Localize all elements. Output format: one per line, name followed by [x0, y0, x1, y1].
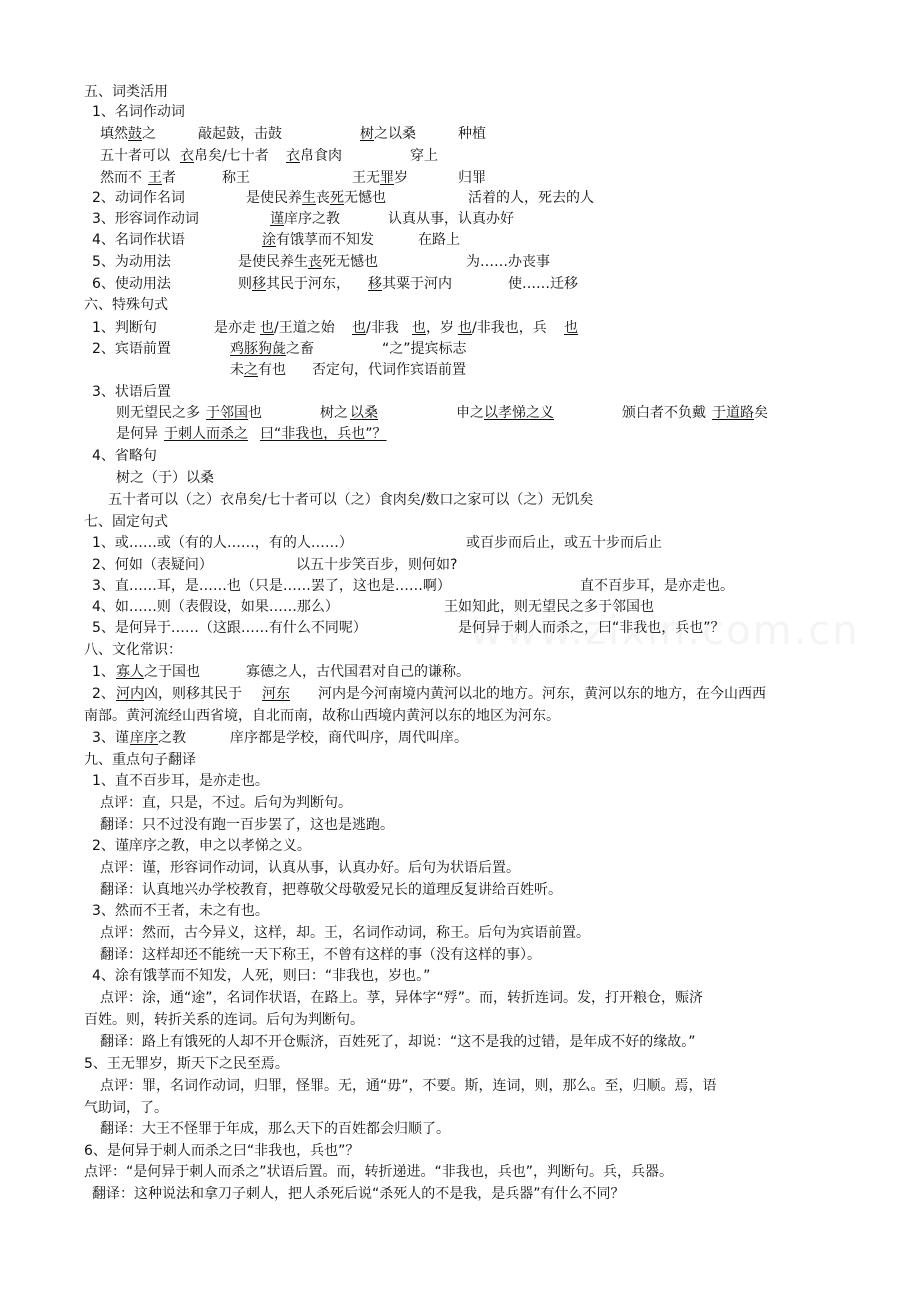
text-segment: 庠序都是学校，商代叫序，周代叫庠。 [230, 730, 468, 746]
underlined-text: 鼓 [128, 126, 142, 142]
text-segment: 百姓。则，转折关系的连词。后句为判断句。 [84, 1012, 364, 1028]
text-segment: 认真从事，认真办好 [388, 211, 514, 227]
text-segment: 之教 [158, 730, 186, 746]
underlined-text: 河东 [262, 686, 290, 702]
text-line [0, 1075, 920, 1097]
text-segment: 帛矣/七十者 [194, 148, 269, 164]
text-segment: 1、判断句 [92, 320, 157, 336]
text-segment: 3、形容词作动词 [92, 211, 199, 227]
text-segment: 颁白者不负戴 [622, 405, 706, 421]
text-line [0, 445, 920, 467]
text-line [0, 661, 920, 683]
text-segment: 点评：谨，形容词作动词，认真从事，认真办好。后句为状语后置。 [100, 860, 520, 876]
text-segment: 有饿莩而不知发 [276, 232, 374, 248]
text-segment: 点评：直，只是，不过。后句为判断句。 [100, 795, 352, 811]
text-segment: 3、直……耳，是……也（只是……罢了，这也是……啊） [92, 578, 451, 594]
text-segment: 寡德之人，古代国君对自己的谦称。 [246, 664, 470, 680]
text-segment: 点评：“是何异于刺人而杀之”状语后置。而，转折递进。“非我也，兵也”，判断句。兵，兵器。 [84, 1164, 674, 1180]
underlined-text: 也 [352, 320, 366, 336]
text-segment: 树之（于）以桑 [116, 470, 214, 486]
text-segment: /非我也，兵 [472, 320, 547, 336]
text-line [0, 381, 920, 403]
text-segment: 帛食肉 [300, 148, 342, 164]
underlined-text: 谨 [270, 211, 284, 227]
underlined-text: 也 [458, 320, 472, 336]
text-segment: 河内是今河南境内黄河以北的地方。河东，黄河以东的地方，在今山西西 [318, 686, 766, 702]
underlined-text: 之 [244, 362, 258, 378]
underlined-text: 移 [368, 276, 382, 292]
text-segment: 树之 [320, 405, 348, 421]
text-segment: 之于国也 [144, 664, 200, 680]
underlined-text: 树 [360, 126, 374, 142]
underlined-text: 以桑 [350, 405, 378, 421]
text-line [0, 145, 920, 167]
text-segment: 八、文化常识： [84, 642, 182, 658]
text-segment: 之以桑 [374, 126, 416, 142]
text-segment: 2、动词作名词 [92, 190, 185, 206]
text-segment: 6、是何异于刺人而杀之曰“非我也，兵也”？ [84, 1143, 360, 1159]
text-line [0, 123, 920, 145]
text-line [0, 187, 920, 209]
underlined-text: 于邻国 [206, 405, 248, 421]
text-segment: 死无憾也 [322, 254, 378, 270]
text-segment: 七、固定句式 [84, 514, 168, 530]
text-line [0, 359, 920, 381]
text-line [0, 273, 920, 295]
text-segment: 则无望民之多 [116, 405, 200, 421]
text-segment: 之 [142, 126, 156, 142]
text-segment: 王无 [352, 170, 380, 186]
text-line [0, 554, 920, 576]
text-segment: 1、名词作动词 [92, 104, 185, 120]
text-line [0, 1161, 920, 1183]
text-line [0, 900, 920, 922]
text-line [0, 167, 920, 189]
text-segment: 翻译：认真地兴办学校教育，把尊敬父母敬爱兄长的道理反复讲给百姓听。 [100, 882, 562, 898]
text-segment: 2、宾语前置 [92, 341, 171, 357]
text-segment: 使……迁移 [508, 276, 578, 292]
text-segment: 2、谨庠序之教，申之以孝悌之义。 [92, 838, 311, 854]
text-segment: 九、重点句子翻译 [84, 752, 196, 768]
text-segment: 或百步而后止，或五十步而后止 [466, 535, 662, 551]
text-segment: 五十者可以 [100, 148, 170, 164]
text-line [0, 1140, 920, 1162]
text-segment: 未 [230, 362, 244, 378]
text-segment: 点评：然而，古今异义，这样，却。王，名词作动词，称王。后句为宾语前置。 [100, 925, 590, 941]
text-line [0, 294, 920, 316]
text-segment: 4、省略句 [92, 448, 157, 464]
text-line [0, 1009, 920, 1031]
text-segment: /非我 [366, 320, 399, 336]
text-segment: 活着的人，死去的人 [468, 190, 594, 206]
text-segment: 气助词，了。 [84, 1100, 168, 1116]
underlined-text: 死 [330, 190, 344, 206]
text-segment: 其民于河东， [266, 276, 350, 292]
text-line [0, 1183, 920, 1205]
text-segment: 直不百步耳，是亦走也。 [580, 578, 734, 594]
text-segment: 南部。黄河流经山西省境，自北而南，故称山西境内黄河以东的地区为河东。 [84, 708, 560, 724]
text-line [0, 81, 920, 103]
text-segment: 4、如……则（表假设，如果……那么） [92, 599, 339, 615]
text-segment: 是使民养 [246, 190, 302, 206]
text-segment: 穿上 [410, 148, 438, 164]
text-segment: 庠序之教 [284, 211, 340, 227]
text-line [0, 532, 920, 554]
text-line [0, 208, 920, 230]
text-segment: 申之 [456, 405, 484, 421]
underlined-text: 移 [252, 276, 266, 292]
text-segment: 种植 [458, 126, 486, 142]
text-line [0, 1118, 920, 1140]
text-segment: 其粟于河内 [382, 276, 452, 292]
text-line [0, 1097, 920, 1119]
text-line [0, 792, 920, 814]
text-line [0, 705, 920, 727]
text-segment: 1、或……或（有的人……，有的人……） [92, 535, 353, 551]
text-segment: ，岁 [426, 320, 454, 336]
underlined-text: 罪 [380, 170, 394, 186]
text-segment: 翻译：这种说法和拿刀子刺人，把人杀死后说“杀死人的不是我，是兵器”有什么不同？ [92, 1186, 625, 1202]
text-segment: 归罪 [458, 170, 486, 186]
text-segment: 也 [248, 405, 262, 421]
text-line [0, 1031, 920, 1053]
text-segment: 翻译：这样却还不能统一天下称王，不曾有这样的事（没有这样的事）。 [100, 947, 541, 963]
text-segment: 五十者可以（之）衣帛矣/七十者可以（之）食肉矣/数口之家可以（之）无饥矣 [108, 492, 594, 508]
text-segment: 点评：罪，名词作动词，归罪，怪罪。无，通“毋”，不要。斯，连词，则，那么。至，归顺。焉，语 [100, 1078, 717, 1094]
text-line [0, 987, 920, 1009]
text-line [0, 965, 920, 987]
text-line [0, 229, 920, 251]
text-line [0, 727, 920, 749]
text-line [0, 814, 920, 836]
text-segment: 填然 [100, 126, 128, 142]
text-line [0, 251, 920, 273]
text-segment: 翻译：只不过没有跑一百步罢了，这也是逃跑。 [100, 817, 394, 833]
text-segment: 为……办丧事 [466, 254, 550, 270]
text-segment: 称王 [222, 170, 250, 186]
underlined-text: 以孝悌之义 [484, 405, 554, 421]
text-line [0, 489, 920, 511]
text-line [0, 101, 920, 123]
text-segment: 以五十步笑百步，则何如? [296, 557, 458, 573]
text-segment: 岁 [394, 170, 408, 186]
text-segment: 4、涂有饿莩而不知发，人死，则曰：“非我也，岁也。” [92, 968, 431, 984]
text-segment: 点评：涂，通“途”，名词作状语，在路上。莩，异体字“殍”。而，转折连词。发，打开粮仓，赈济 [100, 990, 704, 1006]
text-segment: 3、然而不王者，未之有也。 [92, 903, 269, 919]
text-segment: 是何异于刺人而杀之，曰“非我也，兵也”？ [458, 620, 725, 636]
text-segment: 4、名词作状语 [92, 232, 185, 248]
text-segment: 凶，则移其民于 [144, 686, 242, 702]
text-line [0, 749, 920, 771]
text-segment: 1、直不百步耳，是亦走也。 [92, 773, 269, 789]
text-segment: 6、使动用法 [92, 276, 171, 292]
underlined-text: 衣 [286, 148, 300, 164]
text-line [0, 857, 920, 879]
text-segment: 六、特殊句式 [84, 297, 168, 313]
text-line [0, 770, 920, 792]
underlined-text: 王 [148, 170, 162, 186]
text-segment: 2、何如（表疑问） [92, 557, 213, 573]
text-segment: 有也 [258, 362, 286, 378]
text-segment: 在路上 [418, 232, 460, 248]
text-line [0, 317, 920, 339]
text-line [0, 922, 920, 944]
text-segment: 五、词类活用 [84, 84, 168, 100]
text-line [0, 511, 920, 533]
text-segment: 5、王无罪岁，斯天下之民至焉。 [84, 1056, 289, 1072]
text-line [0, 617, 920, 639]
text-line [0, 835, 920, 857]
text-segment: 王如知此，则无望民之多于邻国也 [444, 599, 654, 615]
underlined-text: 衣 [180, 148, 194, 164]
underlined-text: 也 [564, 320, 578, 336]
text-segment: /王道之始 [274, 320, 335, 336]
text-segment: 1、 [92, 664, 115, 680]
text-segment: 则 [238, 276, 252, 292]
text-line [0, 639, 920, 661]
text-line [0, 683, 920, 705]
underlined-text: 河内 [116, 686, 144, 702]
text-segment: 之畜 [286, 341, 314, 357]
underlined-text: 曰“非我也，兵也”？ [260, 426, 387, 442]
text-segment: 者 [162, 170, 176, 186]
text-segment: 矣 [754, 405, 768, 421]
text-segment: 然而不 [100, 170, 142, 186]
text-segment: 3、状语后置 [92, 384, 171, 400]
underlined-text: 丧 [308, 254, 322, 270]
text-line [0, 1053, 920, 1075]
text-segment: 3、谨 [92, 730, 129, 746]
text-line [0, 402, 920, 424]
text-line [0, 944, 920, 966]
text-segment: 是何异 [116, 426, 158, 442]
text-segment: 5、是何异于……（这跟……有什么不同呢） [92, 620, 367, 636]
text-segment: 无憾也 [344, 190, 386, 206]
text-line [0, 596, 920, 618]
underlined-text: 于道路 [712, 405, 754, 421]
text-segment: 2、 [92, 686, 115, 702]
text-line [0, 575, 920, 597]
text-line [0, 467, 920, 489]
text-line [0, 338, 920, 360]
underlined-text: 生 [302, 190, 316, 206]
text-segment: 敲起鼓，击鼓 [198, 126, 282, 142]
text-segment: 是亦走 [214, 320, 256, 336]
text-segment: “之”提宾标志 [382, 341, 467, 357]
text-segment: 翻译：大王不怪罪于年成，那么天下的百姓都会归顺了。 [100, 1121, 450, 1137]
text-segment: 翻译：路上有饿死的人却不开仓赈济，百姓死了，却说：“这不是我的过错，是年成不好的缘故。” [100, 1034, 696, 1050]
text-line [0, 423, 920, 445]
underlined-text: 涂 [262, 232, 276, 248]
underlined-text: 寡人 [116, 664, 144, 680]
text-segment: 否定句，代词作宾语前置 [312, 362, 466, 378]
underlined-text: 鸡豚狗彘 [230, 341, 286, 357]
text-segment: 丧 [316, 190, 330, 206]
underlined-text: 也 [260, 320, 274, 336]
text-segment: 5、为动用法 [92, 254, 171, 270]
text-segment: 是使民养生 [238, 254, 308, 270]
underlined-text: 也 [412, 320, 426, 336]
underlined-text: 庠序 [130, 730, 158, 746]
text-line [0, 879, 920, 901]
underlined-text: 于刺人而杀之 [164, 426, 248, 442]
